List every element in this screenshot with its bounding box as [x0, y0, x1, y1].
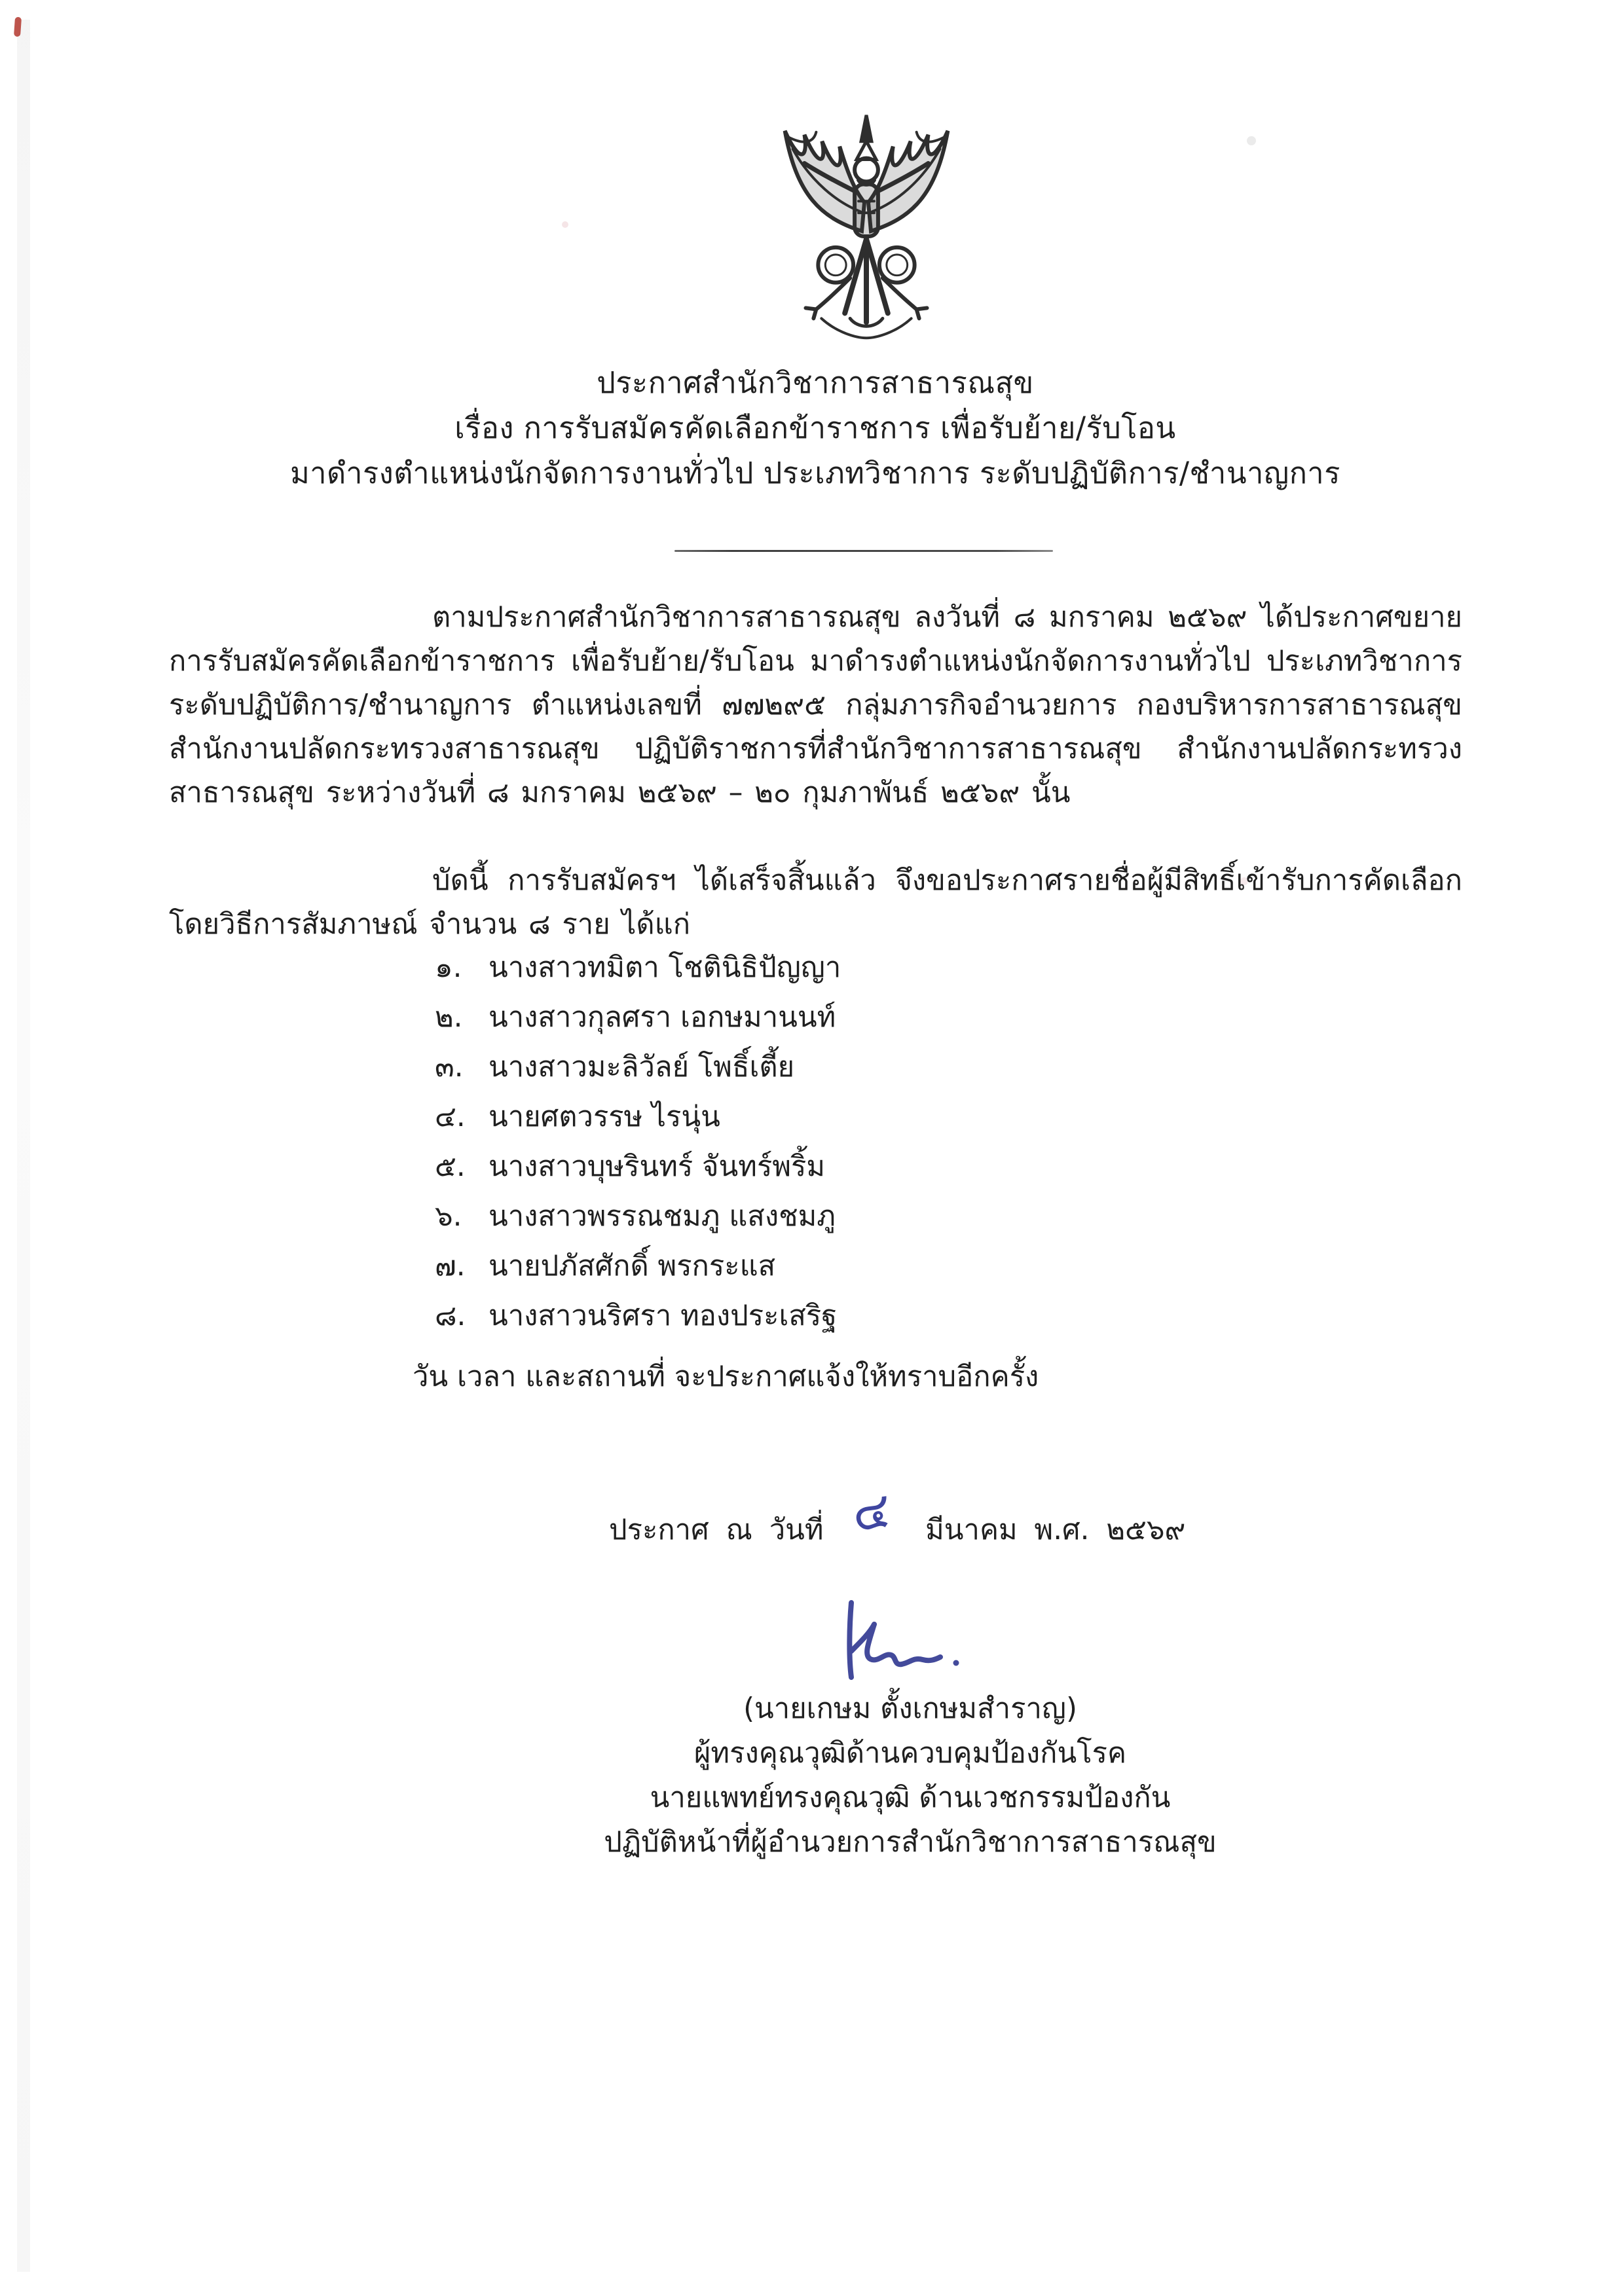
candidate-number: ๒. [435, 1001, 463, 1034]
candidate-row [435, 1053, 841, 1082]
candidate-row [435, 953, 841, 983]
signatory-title-2: นายแพทย์ทรงคุณวุฒิ ด้านเวชกรรมป้องกัน [650, 1781, 1171, 1814]
candidate-number: ๔. [435, 1101, 466, 1133]
scan-artifact [562, 221, 568, 228]
candidate-number: ๓. [435, 1051, 464, 1084]
announcement-subject-2: มาดำรงตำแหน่งนักจัดการงานทั่วไป ประเภทวิชาการ ระดับปฏิบัติการ/ชำนาญการ [290, 456, 1340, 490]
candidate-row [435, 1102, 841, 1132]
candidate-number: ๑. [435, 951, 462, 984]
issue-date-line [609, 1480, 1186, 1548]
candidate-name: นายศตวรรษ ไรนุ่น [489, 1101, 720, 1133]
candidate-name: นางสาวกุลศรา เอกษมานนท์ [489, 1001, 836, 1034]
handwritten-day: ๔ [849, 1480, 894, 1543]
signatory-title-3: ปฏิบัติหน้าที่ผู้อำนวยการสำนักวิชาการสาธารณสุข [604, 1826, 1217, 1859]
candidate-row [435, 1202, 841, 1231]
candidate-number: ๗. [435, 1250, 466, 1283]
signatory-title-1: ผู้ทรงคุณวุฒิด้านควบคุมป้องกันโรค [693, 1737, 1127, 1770]
candidate-name: นายปภัสศักดิ์ พรกระแส [489, 1250, 776, 1283]
signature-icon [830, 1595, 981, 1693]
candidate-row [435, 1302, 841, 1331]
title-divider [674, 550, 1053, 552]
candidate-name: นางสาวพรรณชมภู แสงชมภู [489, 1200, 836, 1233]
announcement-subject: เรื่อง การรับสมัครคัดเลือกข้าราชการ เพื่อรับย้าย/รับโอน [454, 410, 1176, 445]
scan-artifact [1247, 136, 1256, 145]
signatory-name: (นายเกษม ตั้งเกษมสำราญ) [743, 1692, 1077, 1725]
candidate-list [435, 953, 841, 1351]
paragraph-announcement: บัดนี้ การรับสมัครฯ ได้เสร็จสิ้นแล้ว จึงขอประกาศรายชื่อผู้มีสิทธิ์เข้ารับการคัดเลือกโดยวิธีการสัมภาษณ์ จำนวน ๘ ราย ได้แก่ [169, 864, 1462, 941]
announcement-title: ประกาศสำนักวิชาการสาธารณสุข [597, 365, 1034, 400]
signatory-block [602, 1686, 1218, 1865]
candidate-row [435, 1252, 841, 1281]
candidate-name: นางสาวบุษรินทร์ จันทร์พริ้ม [489, 1150, 826, 1183]
closing-note: วัน เวลา และสถานที่ จะประกาศแจ้งให้ทราบอีกครั้ง [413, 1360, 1039, 1393]
paragraph-background: ตามประกาศสำนักวิชาการสาธารณสุข ลงวันที่ ๘ มกราคม ๒๕๖๙ ได้ประกาศขยายการรับสมัครคัดเลือกข้าราชการ เพื่อรับย้าย/รับโอน มาดำรงตำแหน่งนักจัดการงานทั่วไป ประเภทวิชาการ ระดับปฏิบัติการ/ชำนาญการ ตำแหน่งเลขที่ ๗๗๒๙๕ กลุ่มภารกิจอำนวยการ กองบริหารการสาธารณสุข สำนักงานปลัดกระทรวงสาธารณสุข ปฏิบัติราชการที่สำนักวิชาการสาธารณสุข สำนักงานปลัดกระทรวงสาธารณสุข ระหว่างวันที่ ๘ มกราคม ๒๕๖๙ – ๒๐ กุมภาพันธ์ ๒๕๖๙ นั้น [169, 600, 1462, 809]
candidate-name: นางสาวนริศรา ทองประเสริฐ [489, 1300, 838, 1332]
announcement-title-block [167, 360, 1464, 496]
scan-artifact [14, 17, 22, 37]
candidate-row [435, 1152, 841, 1182]
candidate-number: ๕. [435, 1150, 466, 1183]
candidate-name: นางสาวทมิตา โชตินิธิปัญญา [489, 951, 841, 984]
garuda-emblem-icon [758, 103, 974, 364]
issue-date-suffix: มีนาคม พ.ศ. ๒๕๖๙ [925, 1514, 1186, 1546]
issue-date-prefix: ประกาศ ณ วันที่ [609, 1514, 824, 1546]
candidate-number: ๘. [435, 1300, 466, 1332]
candidate-number: ๖. [435, 1200, 462, 1233]
candidate-name: นางสาวมะลิวัลย์ โพธิ์เตี้ย [489, 1051, 795, 1084]
candidate-row [435, 1003, 841, 1032]
scan-streak [17, 20, 30, 2272]
